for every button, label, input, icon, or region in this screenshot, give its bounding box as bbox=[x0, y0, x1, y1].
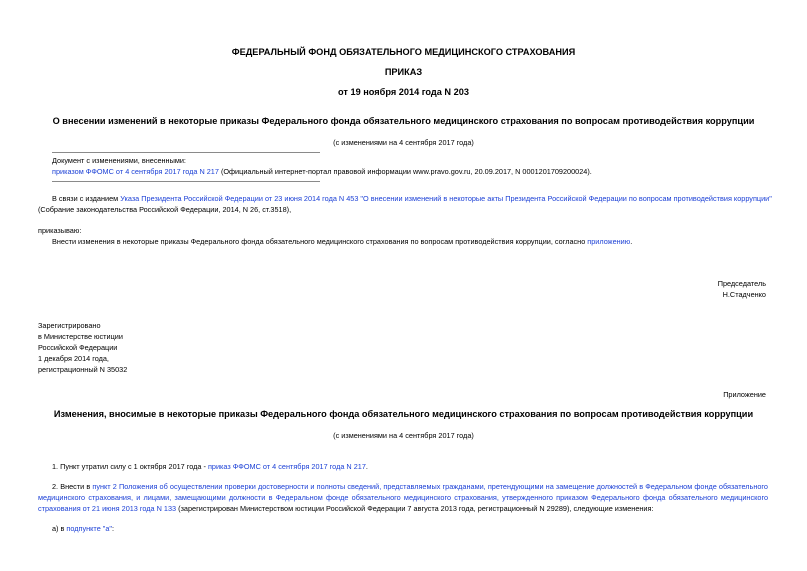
organization-name: ФЕДЕРАЛЬНЫЙ ФОНД ОБЯЗАТЕЛЬНОГО МЕДИЦИНСКОГО СТРАХОВАНИЯ bbox=[231, 47, 576, 57]
sub-item-a-lead: а) в bbox=[52, 524, 67, 533]
preamble-lead: В связи с изданием bbox=[52, 194, 121, 203]
item-2-link-point[interactable]: пункт 2 bbox=[92, 482, 117, 491]
preamble-line2: (Собрание законодательства Российской Федерации, 2014, N 26, ст.3518), bbox=[38, 205, 292, 214]
registration-line: Российской Федерации bbox=[38, 343, 118, 352]
appendix-link[interactable]: приложению bbox=[587, 237, 631, 246]
item-2-lead: 2. Внести в bbox=[52, 482, 93, 491]
registration-line: 1 декабря 2014 года, bbox=[38, 354, 109, 363]
registration-line: в Министерстве юстиции bbox=[38, 332, 123, 341]
sub-item-a-tail: : bbox=[112, 524, 115, 533]
changes-line bbox=[52, 166, 592, 177]
item-1-tail: . bbox=[365, 462, 368, 471]
item-2-link-regulation[interactable]: Положения об осуществлении проверки достоверности и полноты сведений, представляемых гражданами, претендующими на замещение должностей в Федеральном фонде обязательного медицинского страхования, и лицами, замещающими должности в Федеральном фонде обязательного медицинского страхования, утвержденного приказом Федерального фонда обязательного медицинского страхования от 21 июня 2013 года N 133 bbox=[38, 482, 768, 513]
changes-rest: (Официальный интернет-портал правовой информации www.pravo.gov.ru, 20.09.2017, N 0001201709200024). bbox=[218, 167, 592, 176]
changes-link[interactable]: приказом ФФОМС от 4 сентября 2017 года N 217 bbox=[52, 167, 219, 176]
item-2-tail: (зарегистрирован Министерством юстиции Российской Федерации 7 августа 2013 года, регистрационный N 29289), следующие изменения: bbox=[176, 503, 654, 513]
item-1 bbox=[52, 461, 368, 472]
edition-note: (с изменениями на 4 сентября 2017 года) bbox=[333, 138, 474, 147]
sub-item-a bbox=[52, 523, 114, 534]
divider-top bbox=[52, 152, 320, 153]
appendix-label: Приложение bbox=[723, 390, 766, 399]
order-text-tail: . bbox=[630, 237, 633, 246]
order-word: приказываю: bbox=[38, 226, 82, 235]
registration-line: регистрационный N 35032 bbox=[38, 365, 128, 374]
changes-heading: Документ с изменениями, внесенными: bbox=[52, 156, 186, 165]
registration-line: Зарегистрировано bbox=[38, 321, 101, 330]
divider-bottom bbox=[52, 181, 320, 182]
document-date-number: от 19 ноября 2014 года N 203 bbox=[338, 87, 469, 97]
signature-position: Председатель bbox=[717, 279, 766, 288]
item-2 bbox=[38, 482, 768, 514]
item-1-link[interactable]: приказ ФФОМС от 4 сентября 2017 года N 217 bbox=[207, 462, 366, 471]
item-1-lead: 1. Пункт утратил силу с 1 октября 2017 года - bbox=[52, 462, 208, 471]
signature-name: Н.Стадченко bbox=[722, 290, 766, 299]
appendix-title: Изменения, вносимые в некоторые приказы Федерального фонда обязательного медицинского страхования по вопросам противодействия коррупции bbox=[53, 409, 754, 419]
document-title: О внесении изменений в некоторые приказы Федерального фонда обязательного медицинского страхования по вопросам противодействия коррупции bbox=[52, 116, 755, 126]
preamble-line1 bbox=[52, 193, 772, 204]
appendix-edition-note: (с изменениями на 4 сентября 2017 года) bbox=[333, 431, 474, 440]
order-text-lead: Внести изменения в некоторые приказы Федерального фонда обязательного медицинского страхования по вопросам противодействия коррупции, согласно bbox=[52, 237, 588, 246]
sub-item-a-link[interactable]: подпункте "а" bbox=[66, 524, 113, 533]
decree-link[interactable]: Указа Президента Российской Федерации от 23 июня 2014 года N 453 "О внесении изменений в некоторые акты Президента Российской Федерации по вопросам противодействия коррупции" bbox=[120, 194, 772, 203]
order-text bbox=[52, 236, 632, 247]
document-type: ПРИКАЗ bbox=[384, 67, 423, 77]
